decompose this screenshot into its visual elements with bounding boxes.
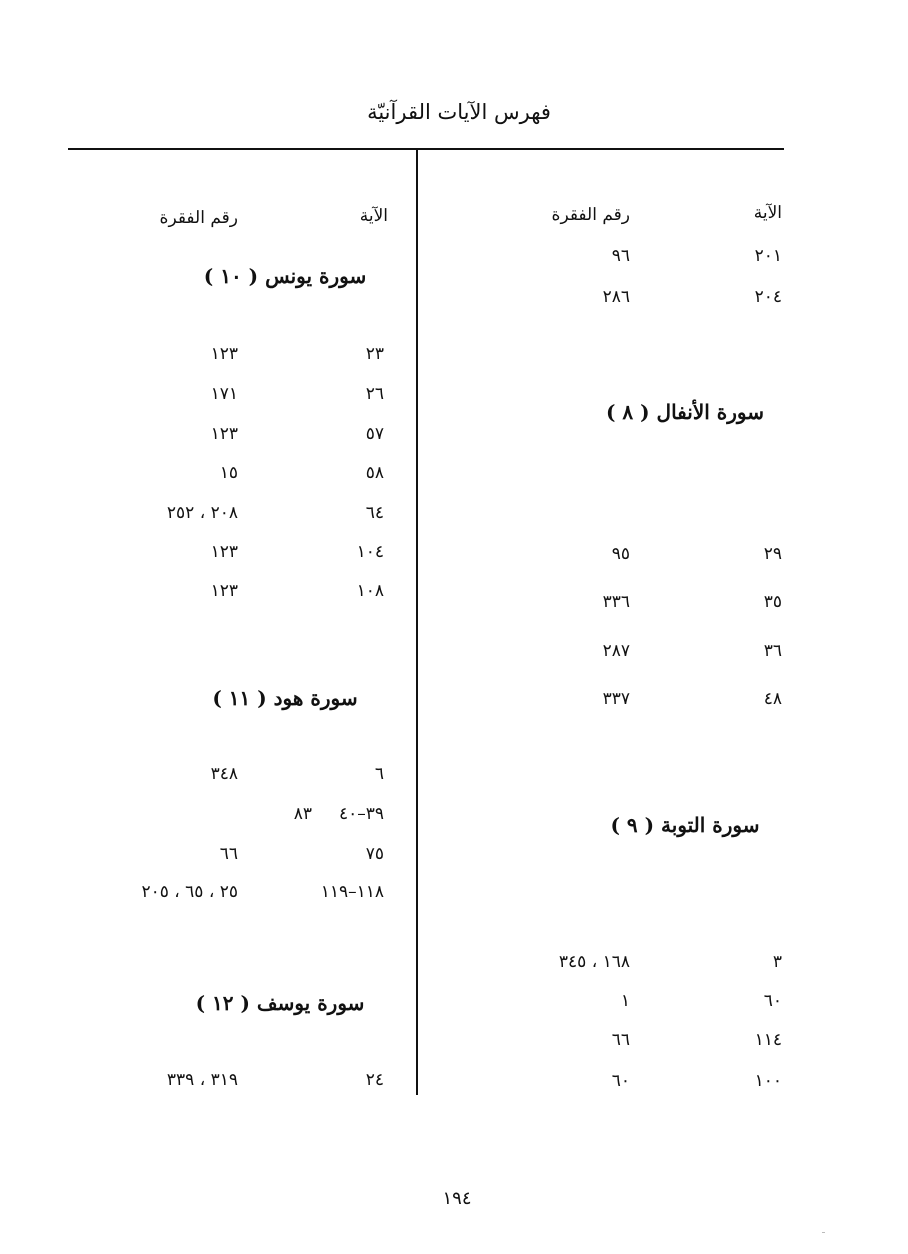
- right-ayah-header: الآية: [753, 203, 782, 223]
- verse-number: ٢٣: [365, 344, 384, 364]
- column-divider: [416, 150, 418, 1095]
- verse-number: ٧٥: [365, 844, 384, 864]
- paragraph-number: ٨٣: [293, 804, 312, 824]
- paragraph-number: ٩٦: [611, 246, 630, 266]
- verse-number: ٦٤: [365, 503, 384, 523]
- page-number: ١٩٤: [442, 1188, 472, 1209]
- surah-heading: سورة التوبة ( ٩ ): [610, 813, 760, 837]
- verse-number: ٢٠٤: [754, 287, 782, 307]
- paragraph-number: ١٢٣: [210, 424, 238, 444]
- paragraph-number: ٣٤٨: [210, 764, 238, 784]
- paragraph-number: ٦٦: [219, 844, 238, 864]
- verse-number: ٢٠١: [754, 246, 782, 266]
- paragraph-number: ١٧١: [210, 384, 238, 404]
- scan-speck: [822, 1232, 825, 1233]
- verse-number: ٣٦: [763, 641, 782, 661]
- verse-number: ٢٤: [365, 1070, 384, 1090]
- paragraph-number: ١٦٨ ، ٣٤٥: [558, 952, 630, 972]
- verse-number: ١٠٤: [356, 542, 384, 562]
- verse-number: ٦٠: [763, 991, 782, 1011]
- page-title: فهرس الآيات القرآنيّة: [367, 100, 551, 124]
- surah-heading: سورة يوسف ( ١٢ ): [195, 991, 365, 1015]
- right-paragraph-header: رقم الفقرة: [551, 205, 630, 225]
- verse-number: ١١٨–١١٩: [320, 882, 384, 902]
- verse-number: ١٠٨: [356, 581, 384, 601]
- verse-number: ٣: [772, 952, 782, 972]
- left-paragraph-header: رقم الفقرة: [159, 208, 238, 228]
- surah-heading: سورة يونس ( ١٠ ): [203, 264, 367, 288]
- verse-number: ٣٩–٤٠: [338, 804, 384, 824]
- paragraph-number: ١: [620, 991, 630, 1011]
- surah-heading: سورة الأنفال ( ٨ ): [605, 400, 765, 424]
- paragraph-number: ١٢٣: [210, 581, 238, 601]
- paragraph-number: ٢٠٨ ، ٢٥٢: [166, 503, 238, 523]
- verse-number: ٥٧: [365, 424, 384, 444]
- verse-number: ١٠٠: [754, 1071, 782, 1091]
- paragraph-number: ٣٣٧: [602, 689, 630, 709]
- verse-number: ٢٩: [763, 544, 782, 564]
- surah-heading: سورة هود ( ١١ ): [212, 686, 358, 710]
- paragraph-number: ٣٣٦: [602, 592, 630, 612]
- paragraph-number: ٢٨٦: [602, 287, 630, 307]
- paragraph-number: ٩٥: [611, 544, 630, 564]
- paragraph-number: ٢٨٧: [602, 641, 630, 661]
- verse-number: ٣٥: [763, 592, 782, 612]
- header-rule: [68, 148, 784, 150]
- verse-number: ٢٦: [365, 384, 384, 404]
- paragraph-number: ٦٦: [611, 1030, 630, 1050]
- paragraph-number: ١٥: [219, 463, 238, 483]
- verse-number: ١١٤: [754, 1030, 782, 1050]
- left-ayah-header: الآية: [359, 206, 388, 226]
- paragraph-number: ٦٠: [611, 1071, 630, 1091]
- paragraph-number: ٣١٩ ، ٣٣٩: [166, 1070, 238, 1090]
- paragraph-number: ٢٥ ، ٦٥ ، ٢٠٥: [141, 882, 238, 902]
- paragraph-number: ١٢٣: [210, 344, 238, 364]
- verse-number: ٦: [374, 764, 384, 784]
- verse-number: ٤٨: [763, 689, 782, 709]
- paragraph-number: ١٢٣: [210, 542, 238, 562]
- verse-number: ٥٨: [365, 463, 384, 483]
